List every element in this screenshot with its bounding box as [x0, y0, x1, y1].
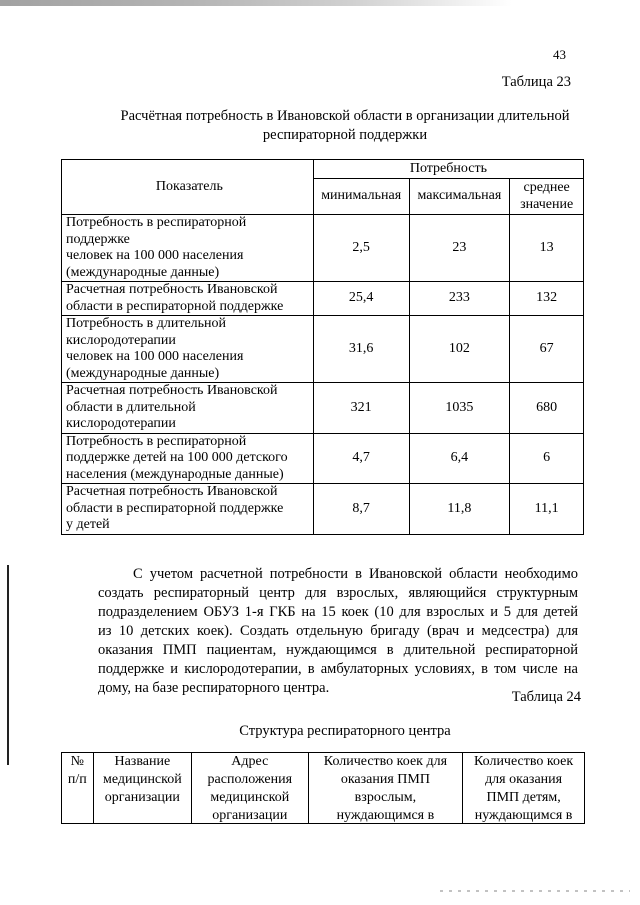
header-need: Потребность — [313, 160, 583, 179]
row-avg-value: 13 — [510, 215, 584, 282]
scan-artifact-bottom — [440, 890, 630, 892]
row-indicator-line: (международные данные) — [66, 264, 220, 280]
row-indicator-line: Расчетная потребность Ивановской — [66, 484, 278, 499]
header-line: оказания ПМП — [340, 772, 430, 787]
paragraph-line: оказания ПМП пациентам, нуждающимся в длительной респираторной — [98, 642, 578, 658]
table-row — [62, 282, 584, 316]
row-indicator-line: Потребность в длительной — [66, 316, 227, 331]
row-max-value: 11,8 — [409, 484, 510, 535]
paragraph-line: из 10 детских коек). Создать отдельную бригаду (врач и медсестра) для — [98, 623, 578, 639]
header-max: максимальная — [409, 179, 510, 215]
header-line: Количество коек для — [323, 754, 448, 769]
row-avg-value: 680 — [510, 383, 584, 434]
row-indicator-line: населения (международные данные) — [66, 466, 284, 482]
header-min: минимальная — [313, 179, 409, 215]
header-beds-adults — [308, 753, 463, 824]
header-line: ПМП детям, — [486, 790, 561, 805]
row-avg-value: 67 — [510, 316, 584, 383]
row-indicator — [62, 383, 314, 434]
row-indicator-line: человек на 100 000 населения — [66, 349, 244, 364]
row-indicator-line: Потребность в респираторной — [66, 215, 247, 230]
table-23-title-line: респираторной поддержки — [262, 127, 428, 143]
row-indicator-line: человек на 100 000 населения — [66, 248, 244, 263]
table-row — [62, 433, 584, 484]
header-line: нуждающимся в — [336, 808, 435, 823]
row-min-value: 2,5 — [313, 215, 409, 282]
header-name — [93, 753, 191, 824]
row-min-value: 4,7 — [313, 433, 409, 484]
page-number: 43 — [553, 47, 566, 62]
table-row — [62, 484, 584, 535]
paragraph-line: поддержке и кислородотерапии, в амбулаторных условиях, в том числе на — [98, 661, 578, 677]
table-23-title — [60, 107, 630, 145]
body-paragraph — [98, 565, 578, 698]
table-header-row — [62, 753, 585, 824]
row-min-value: 25,4 — [313, 282, 409, 316]
scan-artifact-left — [7, 565, 9, 765]
table-row — [62, 383, 584, 434]
row-indicator-line: Потребность в респираторной — [66, 433, 247, 449]
scan-artifact-top — [0, 0, 640, 6]
row-avg-value: 6 — [510, 433, 584, 484]
header-avg-line: значение — [520, 196, 574, 212]
row-indicator-line: Расчетная потребность Ивановской — [66, 383, 278, 398]
header-line: Количество коек — [474, 754, 574, 769]
row-min-value: 321 — [313, 383, 409, 434]
header-line: медицинской — [210, 790, 290, 805]
row-indicator — [62, 484, 314, 535]
table-23 — [61, 159, 584, 535]
row-indicator-line: кислородотерапии — [66, 332, 176, 348]
header-line: медицинской — [102, 772, 182, 787]
row-indicator-line: Расчетная потребность Ивановской — [66, 282, 278, 297]
header-line: № — [70, 754, 85, 769]
table-24 — [61, 752, 585, 824]
paragraph-line: дому, на базе респираторного центра. — [98, 680, 330, 696]
header-line: Название — [114, 754, 171, 769]
header-line: для оказания — [485, 772, 563, 787]
row-indicator-line: поддержке — [66, 231, 130, 247]
header-line: взрослым, — [354, 790, 417, 805]
header-num — [62, 753, 94, 824]
table-23-label: Таблица 23 — [501, 74, 571, 90]
row-indicator — [62, 215, 314, 282]
header-avg-line: среднее — [523, 180, 570, 195]
table-24-label: Таблица 24 — [511, 689, 581, 705]
paragraph-line: С учетом расчетной потребности в Ивановской области необходимо — [133, 566, 578, 582]
row-indicator — [62, 316, 314, 383]
table-23-title-line: Расчётная потребность в Ивановской области в организации длительной — [120, 108, 570, 124]
row-indicator-line: (международные данные) — [66, 365, 220, 381]
row-avg-value: 132 — [510, 282, 584, 316]
header-line: организации — [104, 790, 180, 805]
header-line: организации — [212, 808, 288, 823]
row-indicator-line: области в респираторной поддержке — [66, 298, 284, 314]
row-min-value: 31,6 — [313, 316, 409, 383]
table-header-row — [62, 160, 584, 179]
row-indicator-line: области в длительной — [66, 399, 196, 415]
header-line: п/п — [67, 772, 87, 787]
row-max-value: 23 — [409, 215, 510, 282]
header-line: Адрес — [231, 754, 269, 769]
table-24-title: Структура респираторного центра — [239, 723, 451, 739]
header-address — [191, 753, 308, 824]
row-max-value: 233 — [409, 282, 510, 316]
table-row — [62, 215, 584, 282]
row-indicator-line: области в респираторной поддержке — [66, 500, 284, 516]
row-max-value: 6,4 — [409, 433, 510, 484]
row-max-value: 102 — [409, 316, 510, 383]
row-min-value: 8,7 — [313, 484, 409, 535]
row-indicator — [62, 433, 314, 484]
row-indicator-line: поддержке детей на 100 000 детского — [66, 450, 288, 465]
row-max-value: 1035 — [409, 383, 510, 434]
paragraph-line: подразделением ОБУЗ 1-я ГКБ на 15 коек (10 для взрослых и 5 для детей — [98, 604, 578, 620]
header-indicator: Показатель — [62, 160, 314, 215]
header-line: нуждающимся в — [474, 808, 573, 823]
row-avg-value: 11,1 — [510, 484, 584, 535]
row-indicator — [62, 282, 314, 316]
paragraph-line: создать респираторный центр для взрослых, являющийся структурным — [98, 585, 578, 601]
row-indicator-line: кислородотерапии — [66, 416, 176, 431]
row-indicator-line: у детей — [66, 517, 110, 532]
table-row — [62, 316, 584, 383]
header-avg — [510, 179, 584, 215]
header-beds-children — [463, 753, 585, 824]
header-line: расположения — [207, 772, 293, 787]
